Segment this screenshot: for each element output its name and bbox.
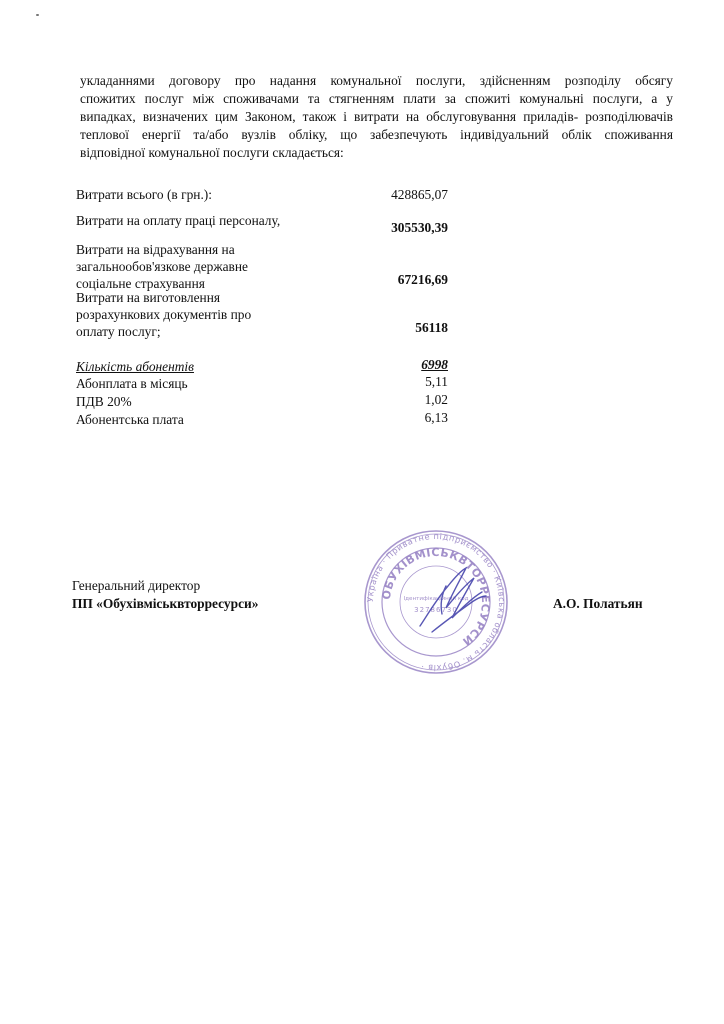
cost-label: Абонплата в місяць <box>76 376 188 391</box>
company-stamp-icon <box>362 528 510 676</box>
cost-label <box>76 241 248 292</box>
intro-line: теплової енергії та/або вузлів обліку, що забезпечують індивідуальний облік споживання <box>80 127 673 142</box>
cost-label: Витрати всього (в грн.): <box>76 187 212 202</box>
cost-row-monthly-fee <box>76 375 448 393</box>
cost-value: 1,02 <box>424 392 448 407</box>
cost-label-line: загальнообов'язкове державне <box>76 259 248 274</box>
intro-line: укладаннями договору про надання комунальної послуги, здійсненням розподілу обсягу <box>80 73 673 88</box>
signatory-name: А.О. Полатьян <box>553 596 643 611</box>
cost-label-line: оплату послуг; <box>76 324 161 339</box>
cost-label-line: Витрати на відрахування на <box>76 242 235 257</box>
intro-paragraph <box>80 72 673 162</box>
stamp-code: 32786730 <box>414 606 458 614</box>
cost-value: 67216,69 <box>397 272 448 287</box>
cost-value: 6,13 <box>424 410 448 425</box>
cost-label: Витрати на оплату праці персоналу, <box>76 213 281 228</box>
cost-label-line: соціальне страхування <box>76 276 205 291</box>
cost-row-total <box>76 186 448 206</box>
cost-label: Абонентська плата <box>76 412 184 427</box>
cost-row-salary <box>76 212 448 236</box>
cost-label: ПДВ 20% <box>76 394 132 409</box>
cost-label: Кількість абонентів <box>76 359 194 374</box>
signatory-title: Генеральний директор <box>72 578 201 593</box>
cost-row-documents <box>76 289 448 341</box>
cost-label-line: Витрати на виготовлення <box>76 290 221 305</box>
intro-line: спожитих послуг між споживачами та стягненням плати за спожиті комунальні послуги, а у <box>80 91 673 106</box>
stamp-center-text: Ідентифікаційний код <box>403 596 469 602</box>
organization-name: ПП «Обухівміськвторресурси» <box>72 596 259 611</box>
cost-label <box>76 289 251 340</box>
scan-speck <box>36 14 39 16</box>
intro-line: відповідної комунальної послуги складається: <box>80 145 344 160</box>
cost-row-vat <box>76 393 448 411</box>
cost-value: 56118 <box>415 320 448 335</box>
cost-value: 6998 <box>421 357 448 372</box>
cost-label-line: розрахункових документів про <box>76 307 252 322</box>
cost-row-social <box>76 241 448 293</box>
cost-value: 5,11 <box>425 374 448 389</box>
cost-row-subscribers <box>76 358 448 376</box>
intro-line: випадках, визначених цим Законом, також і витрати на обслуговування приладів- розподілювачів <box>80 109 673 124</box>
cost-value: 305530,39 <box>391 220 448 235</box>
cost-value: 428865,07 <box>391 187 448 202</box>
stamp-outer-text: Україна · Приватне підприємство · Київська область м. Обухів · <box>364 530 508 674</box>
cost-row-subscriber-fee <box>76 411 448 429</box>
stamp-inner-text: ОБУХІВМІСЬКВТОРРЕСУРСИ <box>379 545 493 649</box>
